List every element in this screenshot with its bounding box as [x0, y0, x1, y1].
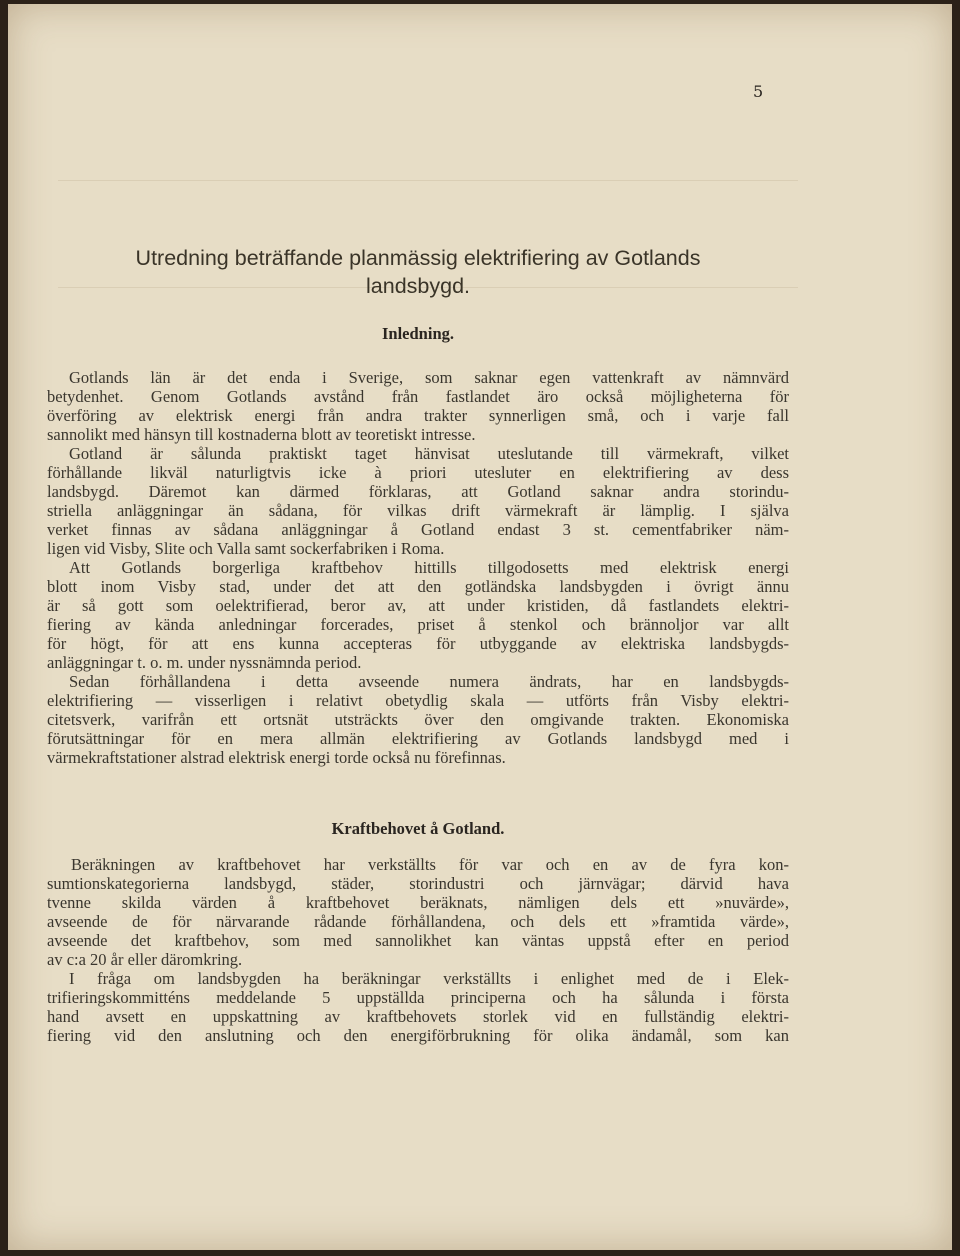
text-line: citetsverk, varifrån ett ortsnät utsträckts över den omgivande trakten. Ekonomiska: [47, 710, 789, 729]
text-line: I fråga om landsbygden ha beräkningar verkställts i enlighet med de i Elek-: [69, 969, 789, 988]
text-line: avseende det kraftbehov, som med sannolikhet kan väntas uppstå efter en period: [47, 931, 789, 950]
text-line: anläggningar t. o. m. under nyssnämnda period.: [47, 653, 362, 672]
text-line: striella anläggningar än sådana, för vilkas drift värmekraft är lämplig. I själva: [47, 501, 789, 520]
text-line: förutsättningar för en mera allmän elektrifiering av Gotlands landsbygd med i: [47, 729, 789, 748]
section-heading-kraftbehovet: Kraftbehovet å Gotland.: [331, 819, 505, 838]
text-line: trifieringskommitténs meddelande 5 uppställda principerna och ha sålunda i första: [47, 988, 789, 1007]
text-line: överföring av elektrisk energi från andra trakter synnerligen små, och i varje fall: [47, 406, 789, 425]
text-line: blott inom Visby stad, under det att den gotländska landsbygden i övrigt ännu: [47, 577, 789, 596]
text-line: verket finnas av sådana anläggningar å Gotland endast 3 st. cementfabriker näm-: [47, 520, 789, 539]
title-line-2: landsbygd.: [366, 274, 470, 298]
text-line: Beräkningen av kraftbehovet har verkställts för var och en av de fyra kon-: [71, 855, 789, 874]
text-line: ligen vid Visby, Slite och Valla samt sockerfabriken i Roma.: [47, 539, 445, 558]
text-line: avseende de för närvarande rådande förhållandena, och dels ett »framtida värde»,: [47, 912, 789, 931]
text-line: fiering vid den anslutning och den energiförbrukning för olika ändamål, som kan: [47, 1026, 789, 1045]
document-page: [8, 4, 952, 1250]
text-line: Gotland är sålunda praktiskt taget hänvisat uteslutande till värmekraft, vilket: [69, 444, 789, 463]
text-line: Sedan förhållandena i detta avseende numera ändrats, har en landsbygds-: [69, 672, 789, 691]
section-heading-inledning: Inledning.: [382, 324, 454, 343]
text-line: landsbygd. Däremot kan därmed förklaras, att Gotland saknar andra storindu-: [47, 482, 789, 501]
document-title: [38, 244, 798, 300]
text-line: för högt, för att ens kunna accepteras för utbyggande av elektriska landsbygds-: [47, 634, 789, 653]
text-line: värmekraftstationer alstrad elektrisk energi torde också nu förefinnas.: [47, 748, 506, 767]
text-line: hand avsett en uppskattning av kraftbehovets storlek vid en fullständig elektri-: [47, 1007, 789, 1026]
text-line: elektrifiering — visserligen i relativt obetydlig skala — utförts från Visby elektri-: [47, 691, 789, 710]
text-line: Gotlands län är det enda i Sverige, som saknar egen vattenkraft av nämnvärd: [69, 368, 789, 387]
title-line-1: Utredning beträffande planmässig elektrifiering av Gotlands: [135, 246, 701, 270]
text-line: är så gott som oelektrifierad, beror av, att under kristiden, då fastlandets elektri-: [47, 596, 789, 615]
page-number: 5: [753, 82, 764, 101]
section-body-inledning: [47, 368, 789, 767]
text-line: betydenhet. Genom Gotlands avstånd från fastlandet äro också möjligheterna för: [47, 387, 789, 406]
text-line: sumtionskategorierna landsbygd, städer, storindustri och järnvägar; därvid hava: [47, 874, 789, 893]
text-line: förhållande likväl naturligtvis icke à priori utesluter en elektrifiering av dess: [47, 463, 789, 482]
text-line: fiering av kända anledningar forcerades, priset å stenkol och brännoljor var allt: [47, 615, 789, 634]
text-line: av c:a 20 år eller däromkring.: [47, 950, 243, 969]
text-line: tvenne skilda värden å kraftbehovet beräknats, nämligen dels ett »nuvärde»,: [47, 893, 789, 912]
text-line: Att Gotlands borgerliga kraftbehov hittills tillgodosetts med elektrisk energi: [69, 558, 789, 577]
text-line: sannolikt med hänsyn till kostnaderna blott av teoretiskt intresse.: [47, 425, 476, 444]
section-body-kraftbehovet: [47, 855, 789, 1045]
